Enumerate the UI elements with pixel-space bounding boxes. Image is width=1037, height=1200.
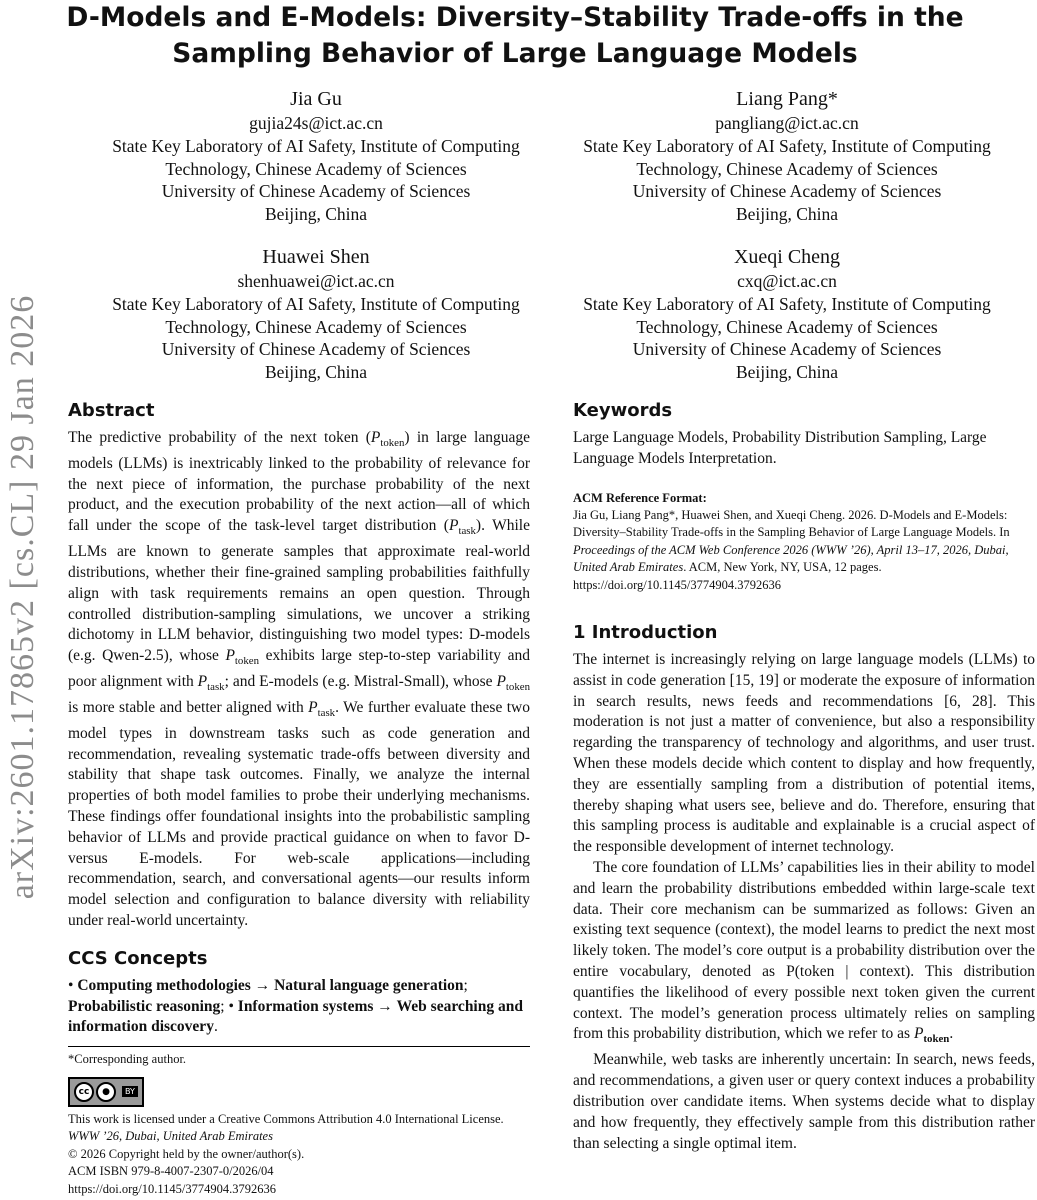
author-affiliation: University of Chinese Academy of Sciences: [632, 339, 942, 360]
author-email: gujia24s@ict.ac.cn: [249, 113, 383, 133]
author-affiliation: State Key Laboratory of AI Safety, Institute of Computing: [112, 293, 520, 314]
isbn-text: ACM ISBN 979-8-4007-2307-0/2026/04: [68, 1164, 274, 1179]
ccs-concepts: • Computing methodologies → Natural language generation; Probabilistic reasoning; • Information systems → Web searching and information discovery.: [68, 976, 523, 1036]
doi-link[interactable]: https://doi.org/10.1145/3774904.3792636: [68, 1181, 276, 1196]
author-block: [551, 86, 1023, 226]
ccs-heading: CCS Concepts: [68, 947, 208, 969]
left-column: [68, 398, 530, 1198]
arxiv-watermark: [4, 262, 42, 932]
author-affiliation: Technology, Chinese Academy of Sciences: [636, 158, 938, 179]
by-icon: BY: [122, 1086, 138, 1097]
author-name: Liang Pang*: [736, 88, 838, 110]
keywords-heading: Keywords: [573, 400, 673, 421]
author-affiliation: University of Chinese Academy of Sciences: [161, 339, 471, 360]
copyright-text: © 2026 Copyright held by the owner/author(s).: [68, 1146, 305, 1161]
corresponding-note: *Corresponding author.: [68, 1052, 187, 1067]
author-affiliation: Technology, Chinese Academy of Sciences: [165, 158, 467, 179]
cc-by-license-icon[interactable]: [68, 1077, 144, 1107]
abstract-text: The predictive probability of the next token $(P_{token})$ in large language models (LLMs) is inextricably linked to the probability of relevance for the next piece of information, the purchase probability of the next product, and the execution probability of the next action—all of which fall under the scope of the task-level target distribution $(P_{task})$. While LLMs are known to generate samples that approximate real-world distributions, whether their fine-grained sampling probabilities faithfully align with task requirements remains an open question. Through controlled distribution-sampling simulations, we uncover a striking dichotomy in LLM behavior, distinguishing two model types: D-models (e.g. Qwen-2.5), whose $P_{token}$ exhibits large step-to-step variability and poor alignment with $P_{task}$; and E-models (e.g. Mistral-Small), whose $P_{token}$ is more stable and better aligned with $P_{task}$. We further evaluate these two model types in downstream tasks such as code generation and recommendation, revealing systematic trade-offs between diversity and stability that shape task outcomes. Finally, we analyze the internal properties of both model families to probe their underlying mechanisms. These findings offer foundational insights into the probabilistic sampling behavior of LLMs and provide practical guidance on when to favor D- versus E-models. For web-scale applications—including recommendation, search, and conversational agents—our results inform model selection and configuration to balance diversity with reliability under real-world uncertainty.: [68, 429, 531, 929]
author-name: Jia Gu: [290, 88, 342, 110]
author-affiliation: State Key Laboratory of AI Safety, Institute of Computing: [112, 135, 520, 156]
arxiv-id: arXiv:2601.17865v2 [cs.CL] 29 Jan 2026: [4, 294, 41, 900]
author-email: pangliang@ict.ac.cn: [715, 113, 859, 133]
title-line-1: D-Models and E-Models: Diversity–Stability Trade-offs in the: [66, 2, 964, 33]
author-affiliation: Technology, Chinese Academy of Sciences: [636, 316, 938, 337]
author-location: Beijing, China: [735, 204, 839, 225]
venue-text: WWW ’26, Dubai, United Arab Emirates: [68, 1129, 273, 1144]
author-email: shenhuawei@ict.ac.cn: [237, 271, 395, 291]
author-affiliation: University of Chinese Academy of Sciences: [632, 181, 942, 202]
author-affiliation: State Key Laboratory of AI Safety, Institute of Computing: [583, 293, 991, 314]
person-icon: ●: [96, 1082, 116, 1102]
keywords-text: Large Language Models, Probability Distribution Sampling, Large Language Models Interpretation.: [573, 429, 987, 467]
author-location: Beijing, China: [264, 362, 368, 383]
author-block: [80, 244, 552, 384]
author-name: Xueqi Cheng: [733, 246, 841, 268]
right-column: [573, 398, 1035, 1154]
intro-paragraph: The core foundation of LLMs’ capabilities lies in their ability to model and learn the probability distributions embedded within large-scale text data. Their core mechanism can be summarized as follows: Given an existing text sequence (context), the model learns to predict the next most likely token. The model’s core output is a probability distribution over the entire vocabulary, denoted as P(token | context). This distribution quantifies the likelihood of every possible next token given the current context. The model’s generation process ultimately relies on sampling from this probability distribution, which we refer to as $P_{token}$.: [573, 859, 1035, 1046]
author-email: cxq@ict.ac.cn: [737, 271, 837, 291]
author-affiliation: State Key Laboratory of AI Safety, Institute of Computing: [583, 135, 991, 156]
title-line-2: Sampling Behavior of Large Language Models: [172, 38, 858, 69]
license-text: This work is licensed under a Creative Commons Attribution 4.0 International License.: [68, 1111, 504, 1126]
intro-paragraph: Meanwhile, web tasks are inherently uncertain: In search, news feeds, and recommendations, a given user or query context induces a probability distribution over candidate items. When systems decide what to display and how frequently, they effectively sample from this distribution rather than selecting a single optimal item.: [573, 1051, 1035, 1152]
author-location: Beijing, China: [264, 204, 368, 225]
paper-title: [60, 0, 970, 72]
author-affiliation: Technology, Chinese Academy of Sciences: [165, 316, 467, 337]
intro-paragraph: The internet is increasingly relying on large language models (LLMs) to assist in code generation [15, 19] or moderate the exposure of information in search results, news feeds and recommendations [6, 28]. This moderation is not just a matter of convenience, but also a responsibility regarding the transparency of technology and algorithms, and user trust. When these models decide which content to display and how frequently, they are essentially sampling from a distribution of potential items, thereby shaping what users see, believe and do. Therefore, ensuring that this sampling process is auditable and explainable is a crucial aspect of the responsible development of internet technology.: [573, 651, 1035, 856]
author-block: [80, 86, 552, 226]
introduction-heading: 1 Introduction: [573, 622, 718, 644]
acm-reference-heading: ACM Reference Format:: [573, 490, 707, 505]
cc-icon: cc: [74, 1082, 94, 1102]
author-affiliation: University of Chinese Academy of Sciences: [161, 181, 471, 202]
author-location: Beijing, China: [735, 362, 839, 383]
acm-reference-text: Jia Gu, Liang Pang*, Huawei Shen, and Xueqi Cheng. 2026. D-Models and E-Models: Diversity–Stability Trade-offs in the Sampling Behavior of Large Language Models. In Proceedings of the ACM Web Conference 2026 (WWW ’26), April 13–17, 2026, Dubai, United Arab Emirates. ACM, New York, NY, USA, 12 pages. https://doi.org/10.1145/3774904.3792636: [573, 507, 1010, 592]
footnote-divider: [68, 1046, 530, 1047]
author-name: Huawei Shen: [262, 246, 370, 268]
abstract-heading: Abstract: [68, 400, 155, 421]
author-block: [551, 244, 1023, 384]
